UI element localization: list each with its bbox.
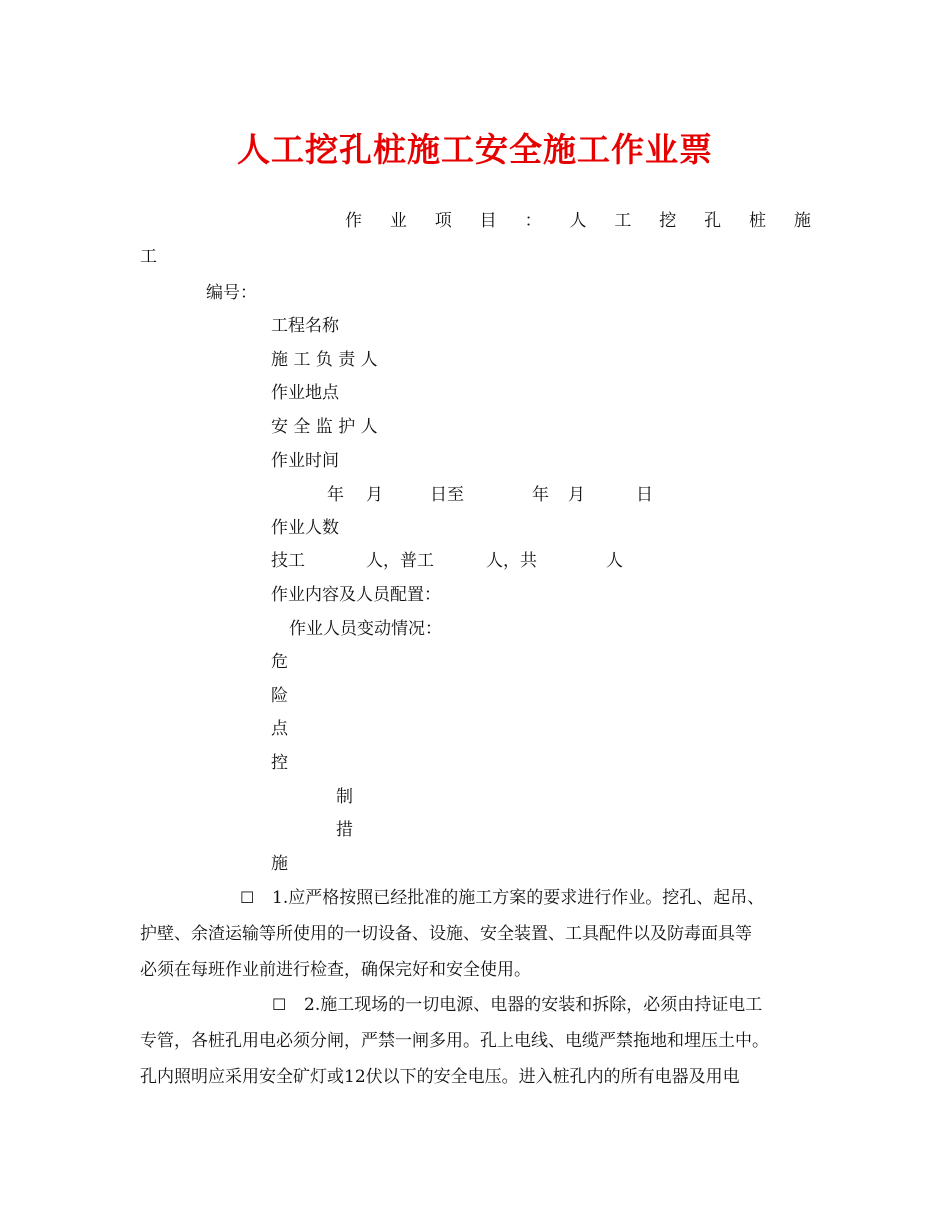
project-char: 施 xyxy=(793,211,811,231)
total-workers-label: 人，共 xyxy=(486,551,537,571)
project-char: 人 xyxy=(569,211,587,231)
project-char: 目 xyxy=(479,211,497,231)
content-staffing-label: 作业内容及人员配置： xyxy=(271,585,441,605)
date-year2: 年 xyxy=(532,485,549,505)
work-location-label: 作业地点 xyxy=(271,383,339,403)
hazard-char: 点 xyxy=(271,719,288,739)
project-char: 孔 xyxy=(704,211,722,231)
date-month1: 月 xyxy=(366,485,383,505)
project-char: 挖 xyxy=(659,211,677,231)
staff-changes-label: 作业人员变动情况： xyxy=(289,619,442,639)
work-time-label: 作业时间 xyxy=(271,451,339,471)
construction-leader-label: 施 工 负 责 人 xyxy=(271,350,378,370)
hazard-char: 措 xyxy=(336,820,353,840)
date-year1: 年 xyxy=(327,485,344,505)
measure-2-line-2: 专管，各桩孔用电必须分闸，严禁一闸多用。孔上电线、电缆严禁拖地和埋压土中。 xyxy=(140,1031,769,1051)
project-char: ： xyxy=(524,211,542,231)
measure-2-line-3: 孔内照明应采用安全矿灯或12伏以下的安全电压。进入桩孔内的所有电器及用电 xyxy=(140,1067,740,1087)
checkbox-empty-icon: ☐ xyxy=(240,888,255,907)
project-char: 项 xyxy=(434,211,452,231)
number-label: 编号： xyxy=(206,283,257,303)
checkbox-empty-icon: ☐ xyxy=(272,995,287,1014)
date-day-to: 日至 xyxy=(430,485,464,505)
skilled-workers-label: 技工 xyxy=(271,551,305,571)
project-char: 业 xyxy=(389,211,407,231)
measure-1-line-2: 护壁、余渣运输等所使用的一切设备、设施、安全装置、工具配件以及防毒面具等 xyxy=(140,924,752,944)
date-day2: 日 xyxy=(636,485,653,505)
persons-unit-label: 人 xyxy=(606,551,623,571)
project-line-tail: 工 xyxy=(140,247,157,267)
hazard-char: 危 xyxy=(271,652,288,672)
general-workers-label: 人，普工 xyxy=(366,551,434,571)
measure-1-line-1: 1.应严格按照已经批准的施工方案的要求进行作业。挖孔、起吊、 xyxy=(272,888,765,908)
project-char: 作 xyxy=(345,211,362,231)
document-title: 人工挖孔桩施工安全施工作业票 xyxy=(237,130,713,169)
measure-1-line-3: 必须在每班作业前进行检查，确保完好和安全使用。 xyxy=(140,960,531,980)
hazard-char: 险 xyxy=(271,686,288,706)
date-month2: 月 xyxy=(568,485,585,505)
project-name-label: 工程名称 xyxy=(271,316,339,336)
safety-guardian-label: 安 全 监 护 人 xyxy=(271,417,378,437)
worker-count-label: 作业人数 xyxy=(271,518,339,538)
project-char: 桩 xyxy=(749,211,767,231)
hazard-char: 制 xyxy=(336,787,353,807)
measure-2-line-1: 2.施工现场的一切电源、电器的安装和拆除，必须由持证电工 xyxy=(304,995,763,1015)
project-char: 工 xyxy=(614,211,632,231)
project-line xyxy=(345,210,811,232)
hazard-char: 控 xyxy=(271,753,288,773)
hazard-char: 施 xyxy=(271,854,288,874)
